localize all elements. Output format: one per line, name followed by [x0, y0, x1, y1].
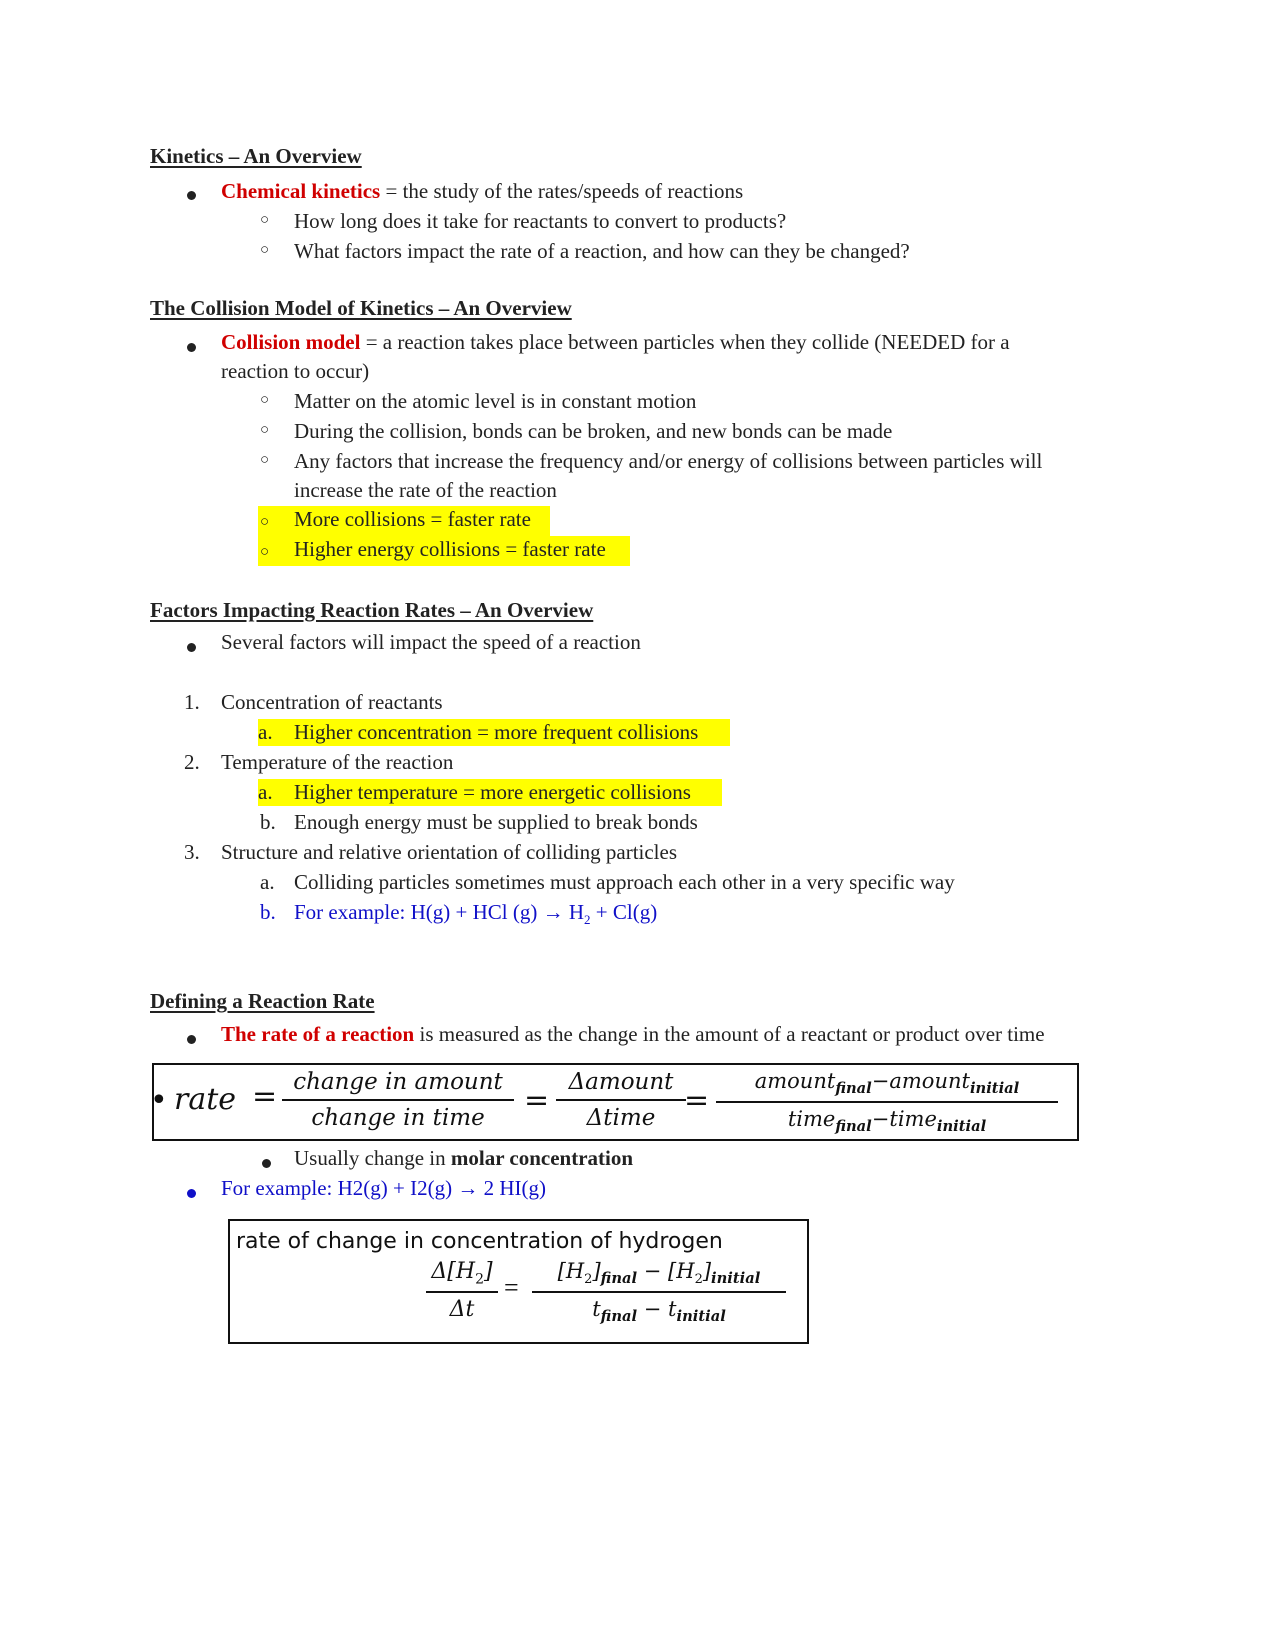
- equation-bullet: •: [150, 1083, 168, 1118]
- sub-bullet-circle: ○: [260, 212, 270, 228]
- sub-bullet-circle: ○: [260, 422, 270, 438]
- highlight-concentration: a. Higher concentration = more frequent collisions: [258, 719, 730, 746]
- sub-bullet-circle: ○: [260, 392, 270, 408]
- fraction-h2-final-initial: $[H_2]_{final} - [H_2]_{initial}$ $t_{final} - t_{initial}$: [532, 1259, 786, 1325]
- kinetics-question-2: What factors impact the rate of a reaction, and how can they be changed?: [294, 239, 910, 263]
- highlight-temperature: a. Higher temperature = more energetic collisions: [258, 779, 722, 806]
- term-chemical-kinetics: Chemical kinetics: [221, 179, 381, 203]
- fraction-delta-h2-delta-t: $\Delta[H_2]$ Δt: [426, 1259, 498, 1322]
- hydrogen-rate-box: [228, 1219, 809, 1344]
- example-hi-reaction: For example: H2(g) + I2(g) → 2 HI(g): [221, 1176, 547, 1200]
- heading-factors: Factors Impacting Reaction Rates – An Overview: [150, 598, 594, 622]
- term-collision-model: Collision model: [221, 330, 361, 354]
- collision-point-2: During the collision, bonds can be broken, and new bonds can be made: [294, 419, 893, 443]
- kinetics-definition: [221, 178, 743, 205]
- definition-text: = the study of the rates/speeds of reactions: [380, 179, 744, 203]
- fraction-change-amount-time: change in amount change in time: [282, 1069, 514, 1131]
- equals-sign: =: [524, 1083, 550, 1118]
- box-caption: rate of change in concentration of hydrogen: [236, 1229, 723, 1254]
- rate-equation-box: [152, 1063, 1079, 1141]
- collision-point-3: Any factors that increase the frequency and/or energy of collisions between particles will: [294, 449, 1043, 473]
- bullet-dot: [262, 1159, 271, 1168]
- collision-point-1: Matter on the atomic level is in constant motion: [294, 389, 697, 413]
- kinetics-question-1: How long does it take for reactants to convert to products?: [294, 209, 787, 233]
- collision-point-3-cont: increase the rate of the reaction: [294, 478, 557, 502]
- bullet-dot: [187, 191, 196, 200]
- bullet-dot: [187, 1189, 196, 1198]
- highlight-higher-energy: ○ Higher energy collisions = faster rate: [258, 536, 630, 566]
- factors-intro: Several factors will impact the speed of a reaction: [221, 630, 641, 654]
- equals-sign: =: [684, 1083, 710, 1118]
- fraction-final-initial: amount$_{final}$−amount$_{initial}$ time$_{final}$−time$_{initial}$: [716, 1069, 1058, 1135]
- sub-bullet-circle: ○: [260, 452, 270, 468]
- factor-specific-way: Colliding particles sometimes must approach each other in a very specific way: [294, 870, 955, 894]
- sub-bullet-circle: ○: [260, 242, 270, 258]
- term-rate-of-reaction: The rate of a reaction: [221, 1022, 415, 1046]
- item-number: 2.: [184, 750, 200, 774]
- bullet-dot: [187, 643, 196, 652]
- highlight-more-collisions: ○ More collisions = faster rate: [258, 506, 550, 536]
- definition-text: = a reaction takes place between particles when they collide (NEEDED for a: [360, 330, 1010, 354]
- sub-letter: a.: [260, 870, 275, 894]
- sub-letter: b.: [260, 810, 276, 834]
- fraction-delta-amount-time: Δamount Δtime: [556, 1069, 686, 1131]
- definition-text: is measured as the change in the amount of a reactant or product over time: [414, 1022, 1045, 1046]
- heading-kinetics-overview: Kinetics – An Overview: [150, 144, 362, 168]
- collision-definition: [221, 329, 1010, 356]
- factor-energy-bonds: Enough energy must be supplied to break bonds: [294, 810, 698, 834]
- heading-reaction-rate: Defining a Reaction Rate: [150, 989, 375, 1013]
- equals-sign: =: [252, 1079, 278, 1114]
- equals-sign: =: [504, 1273, 519, 1302]
- equation-rate-label: rate: [174, 1082, 237, 1117]
- bullet-dot: [187, 1035, 196, 1044]
- heading-collision-model: The Collision Model of Kinetics – An Overview: [150, 296, 572, 320]
- example-hcl-reaction: For example: H(g) + HCl $(g) \to H_2 + Cl(g)$: [294, 900, 658, 928]
- rate-definition: [221, 1021, 1045, 1048]
- factor-orientation: Structure and relative orientation of colliding particles: [221, 840, 678, 864]
- usually-molar-concentration: Usually change in molar concentration: [294, 1146, 634, 1170]
- sub-letter: b.: [260, 900, 276, 924]
- factor-temperature: Temperature of the reaction: [221, 750, 454, 774]
- factor-concentration: Concentration of reactants: [221, 690, 443, 714]
- item-number: 3.: [184, 840, 200, 864]
- bullet-dot: [187, 343, 196, 352]
- collision-definition-line2: reaction to occur): [221, 359, 370, 383]
- item-number: 1.: [184, 690, 200, 714]
